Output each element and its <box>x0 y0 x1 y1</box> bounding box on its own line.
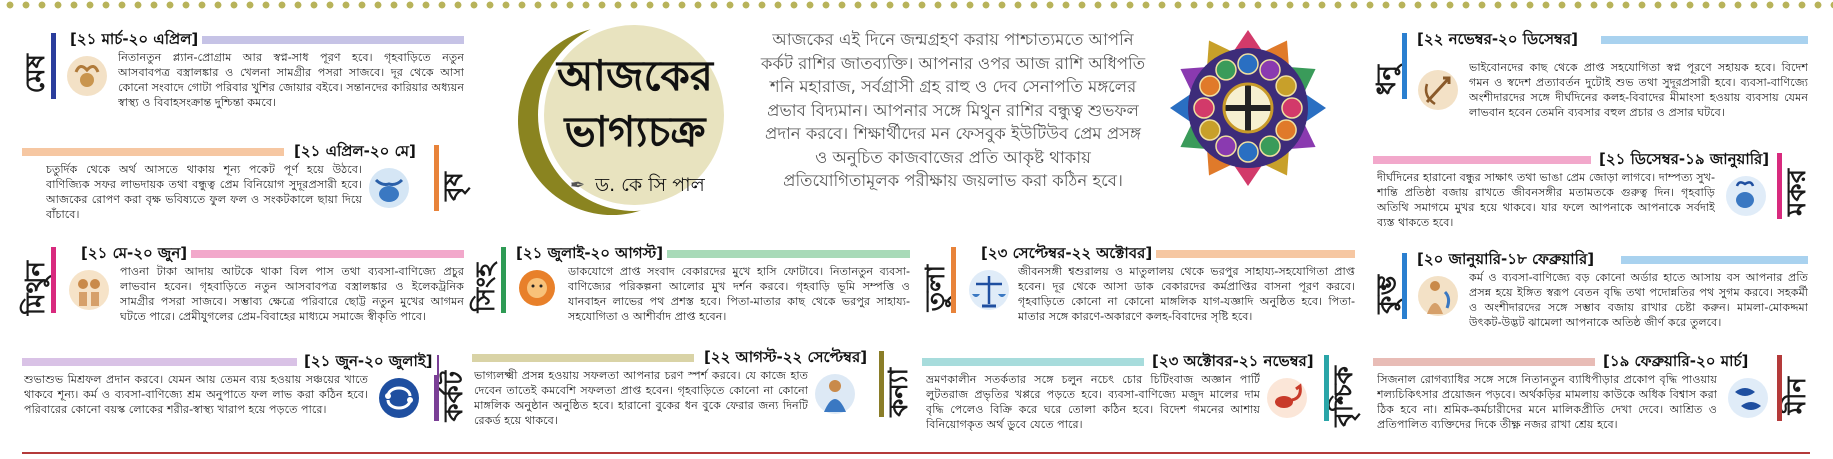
sign-mithun <box>22 240 467 336</box>
fish-icon <box>1723 374 1773 422</box>
sign-kumbha-tab <box>1373 246 1400 342</box>
sign-brishchik-bar <box>922 358 1144 366</box>
sign-meen-bar <box>1373 358 1595 366</box>
sign-kanya-name: কন্যা <box>883 367 914 417</box>
sign-singha-stripe <box>501 247 506 313</box>
sign-dhanu-name: ধনু <box>1371 64 1402 96</box>
sign-singha-date: [২১ জুলাই-২০ আগস্ট] <box>512 242 667 267</box>
sign-tula-date: [২৩ সেপ্টেম্বর-২২ অক্টোবর] <box>977 242 1156 267</box>
sign-brishchik <box>922 348 1357 444</box>
sign-mesh-stripe <box>51 33 56 99</box>
sign-makar-name: মকর <box>1781 168 1812 216</box>
sign-karkat-text: শুভাশুভ মিশ্রফল প্রদান করবে। যেমন আয় তেমন ব্যয় হওয়ায় সঞ্চয়ের খাতে থাকবে শূন্য। কর্ম ও ব্যবসা-বাণিজ্যে শ্রম অনুপাতে ফল লাভ করা কঠিন হবে। পরিবারের কোনো বয়স্ক লোকের শরীর-স্বাস্থ্য খারাপ হয়ে পড়তে পারে। <box>24 373 368 416</box>
twins-icon <box>64 266 114 314</box>
sign-mesh-bar <box>202 36 464 44</box>
sign-tula-name: তুলা <box>920 264 951 312</box>
sign-singha <box>472 240 912 336</box>
sign-tula-text: জীবনসঙ্গী শ্বশুরালয় ও মাতুলালয় থেকে ভরপুর সাহায্য-সহযোগিতা প্রাপ্ত হবেন। দূর থেকে আসা ডাক বেকারদের কর্মপ্রাপ্তির বাসনা পূরণ করবে। গৃহবাড়িতে কোনো না কোনো মাঙ্গলিক যাগ-যজ্ঞাদি অনুষ্ঠিত হবে। পিতা-মাতার সঙ্গে কারণে-অকারণে কলহ-বিবাদের সৃষ্টি হবে। <box>1018 265 1355 323</box>
sign-tula <box>922 240 1357 336</box>
maiden-icon <box>810 370 860 418</box>
sign-brishchik-name: বৃশ্চিক <box>1328 365 1359 427</box>
sign-mesh-tab <box>22 26 49 122</box>
sign-kanya-stripe <box>879 351 884 417</box>
sign-brishchik-date: [২৩ অক্টোবর-২১ নভেম্বর] <box>1148 350 1318 375</box>
sign-mesh-text: নিতানতুন প্ল্যান-প্রোগ্রাম আর স্বপ্ন-সাধ পূরণ হবে। গৃহবাড়িতে নতুন আসবাবপত্র বস্ত্রালঙ্কার ও খেলনা সামগ্রীর পসরা সাজবে। দূর থেকে আসা কোনো সংবাদে গোটা পরিবার খুশির জোয়ার বইবে। সন্তানদের কারিয়ার অধ্যয়ন স্বাস্থ্য ও বিবাহসংক্রান্ত দুশ্চিন্তা কমবে। <box>118 51 464 109</box>
title-block <box>480 25 750 215</box>
sign-makar-bar <box>1373 156 1591 164</box>
sign-kumbha-stripe <box>1402 253 1407 319</box>
sign-makar-date: [২১ ডিসেম্বর-১৯ জানুয়ারি] <box>1595 148 1773 173</box>
scorpion-icon <box>1262 374 1312 422</box>
sign-meen-name: মীন <box>1781 377 1812 415</box>
crab-icon <box>374 374 424 422</box>
sign-mithun-stripe <box>51 247 56 313</box>
sign-kumbha-name: কুম্ভ <box>1371 274 1402 314</box>
sign-brish-name: বৃষ <box>438 171 469 201</box>
sign-brishchik-stripe <box>1324 355 1329 421</box>
sign-tula-bar <box>1150 250 1355 258</box>
sign-singha-bar <box>667 250 910 258</box>
sign-mithun-text: পাওনা টাকা আদায় আটকে থাকা বিল পাস তথা ব্যবসা-বাণিজ্যে প্রচুর লাভবান হবেন। গৃহবাড়িতে নতুন আসবাবপত্র বস্ত্রালঙ্কার ও ইলেকট্রনিক সামগ্রীর পসরা সাজবে। সম্ভাব্য ক্ষেত্রে পরিবারে ছোট্ট নতুন মুখের আগমন ঘটতে পারে। প্রেমীযুগলের প্রেম-বিবাহের মাধ্যমে সমাজে স্বীকৃতি পাবে। <box>120 265 464 323</box>
sign-mithun-date: [২১ মে-২০ জুন] <box>77 242 191 267</box>
water-bearer-icon <box>1413 272 1463 320</box>
sign-kanya-tab <box>885 344 912 440</box>
sign-kanya-text: ভাগ্যলক্ষ্মী প্রসন্ন হওয়ায় সফলতা আপনার চরণ স্পর্শ করবে। যে কাজে হাত দেবেন তাতেই কমবেশি সফলতা প্রাপ্ত হবেন। গৃহবাড়িতে কোনো না কোনো মাঙ্গলিক অনুষ্ঠান অনুষ্ঠিত হবে। হারানো বুকের ধন বুকে ফেরার জন্য দিনটি রেকর্ড হয়ে থাকবে। <box>474 369 808 427</box>
sign-kumbha <box>1373 246 1810 342</box>
sign-brish-text: চতুর্দিক থেকে অর্থ আসতে থাকায় শূন্য পকেট পূর্ণ হয়ে উঠবে। বাণিজ্যিক সফর লাভদায়ক তথা বন্ধুত্ব প্রেম বিনিয়োগ সুদূরপ্রসারী হবে। আজকের রোপণ করা বৃক্ষ ভবিষ্যতে ফুল ফল ও সংকটকালে ছায়া দিয়ে বাঁচাবে। <box>46 163 362 221</box>
sign-dhanu-date: [২২ নভেম্বর-২০ ডিসেম্বর] <box>1413 28 1582 53</box>
sign-dhanu-tab <box>1373 26 1400 134</box>
sign-singha-text: ডাকযোগে প্রাপ্ত সংবাদ বেকারদের মুখে হাসি ফোটাবে। নিতানতুন ব্যবসা-বাণিজ্যের পরিকল্পনা আলোর মুখ দর্শন করবে। গৃহবাড়ি ভূমি সম্পত্তি ও যানবাহন লাভের পথ প্রশস্ত হবে। পিতা-মাতার কাছ থেকে ভরপুর সাহায্য-সহযোগিতা ও আশীর্বাদ প্রাপ্ত হবেন। <box>568 265 910 323</box>
dotted-border <box>0 0 1833 10</box>
sign-meen-tab <box>1783 348 1810 444</box>
intro-paragraph: আজকের এই দিনে জন্মগ্রহণ করায় পাশ্চাত্যমতে আপনি কর্কট রাশির জাতব্যক্তি। আপনার ওপর আজ রাশি অধিপতি শনি মহারাজ, সর্বগ্রাসী গ্রহ রাহু ও দেব সেনাপতি মঙ্গলের প্রভাব বিদ্যমান। আপনার সঙ্গে মিথুন রাশির বন্ধুত্ব শুভফল প্রদান করবে। শিক্ষার্থীদের মন ফেসবুক ইউটিউব প্রেম প্রসঙ্গ ও অনুচিত কাজবাজের প্রতি আকৃষ্ট থাকায় প্রতিযোগিতামূলক পরীক্ষায় জয়লাভ করা কঠিন হবে। <box>760 30 1146 190</box>
bottom-rule <box>22 452 1810 454</box>
author-byline <box>570 171 705 203</box>
sign-karkat-date: [২১ জুন-২০ জুলাই] <box>300 350 437 375</box>
sign-brishchik-text: ভ্রমণকালীন সতর্কতার সঙ্গে চলুন নচেৎ চোর চিটিংবাজ অজ্ঞান পার্টি লুটতরাজ প্রভৃতির খপ্পরে পড়তে হবে। ব্যবসা-বাণিজ্যে মজুদ মালের দাম বৃদ্ধি পেলেও বিক্রি করে ঘরে তোলা কঠিন হবে। বিদেশ গমনের আশায় বিনিয়োগকৃত অর্থ ডুবে যেতে পারে। <box>926 373 1260 431</box>
sign-mithun-tab <box>22 240 49 336</box>
page-title-line1: আজকের <box>557 51 713 100</box>
sign-dhanu-text: ভাইবোনদের কাছ থেকে প্রাপ্ত সহযোগিতা স্বপ্ন পূরণে সহায়ক হবে। বিদেশ গমন ও স্বদেশ প্রত্যাবর্তন দুটোই শুভ তথা সুদূরপ্রসারী হবে। ব্যবসা-বাণিজ্যে অংশীদারদের সঙ্গে দীর্ঘদিনের কলহ-বিবাদের মীমাংসা হওয়ায় ব্যবসায় যেমন লাভবান হবেন তেমনি ব্যবসার বহুল প্রচার ও প্রসার ঘটবে। <box>1469 61 1808 119</box>
archer-icon <box>1413 66 1463 114</box>
sign-brishchik-tab <box>1330 348 1357 444</box>
sign-karkat <box>22 348 467 444</box>
sign-makar-tab <box>1783 146 1810 238</box>
sign-karkat-tab <box>440 348 467 444</box>
sign-kumbha-text: কর্ম ও ব্যবসা-বাণিজ্যে বড় কোনো অর্ডার হাতে আসায় বস আপনার প্রতি প্রসন্ন হয়ে ইঙ্গিত স্বরূপ বেতন বৃদ্ধি তথা পদোন্নতির পথ সুগম করবে। সহকর্মী ও অংশীদারদের সঙ্গে সম্ভাব বজায় রাখার চেষ্টা করুন। মামলা-মোকদ্দমা উৎকট-উদ্ভট ঝামেলা আপনাকে অতিষ্ঠ জীর্ণ করে তুলবে। <box>1469 271 1808 329</box>
sign-dhanu-bar <box>1601 36 1808 44</box>
sign-tula-tab <box>922 240 949 336</box>
sign-dhanu <box>1373 26 1810 134</box>
sign-singha-tab <box>472 240 499 336</box>
sign-mithun-bar <box>182 250 464 258</box>
sign-makar <box>1373 146 1810 238</box>
sign-kumbha-bar <box>1621 256 1808 264</box>
sign-mithun-name: মিথুন <box>20 260 51 316</box>
sign-meen-text: সিজনাল রোগব্যাধির সঙ্গে সঙ্গে নিতানতুন ব্যাধিপীড়ার প্রকোপ বৃদ্ধি পাওয়ায় শল্যচিকিৎসার প্রয়োজন পড়বে। অর্থকড়ির মামলায় কাউকে অধিক বিশ্বাস করা ঠিক হবে না। শ্রমিক-কর্মচারীদের মনে মালিকপ্রীতি দেখা দেবে। আশ্রিত ও প্রতিপালিত ব্যক্তিদের দিকে তীক্ষ্ণ নজর রাখা শ্রেয় হবে। <box>1377 373 1717 431</box>
sign-brish-stripe <box>434 145 439 211</box>
goat-icon <box>1721 172 1771 220</box>
pen-icon: ✒ <box>570 175 586 196</box>
sign-makar-stripe <box>1777 153 1782 219</box>
sign-kanya <box>472 344 912 440</box>
page-title-line2: ভাগ্যচক্র <box>564 107 706 156</box>
sign-mesh-date: [২১ মার্চ-২০ এপ্রিল] <box>66 28 202 53</box>
sign-kanya-date: [২২ আগস্ট-২২ সেপ্টেম্বর] <box>700 346 871 371</box>
sign-meen-stripe <box>1777 355 1782 421</box>
sign-meen-date: [১৯ ফেব্রুয়ারি-২০ মার্চ] <box>1599 350 1752 375</box>
sign-kumbha-date: [২০ জানুয়ারি-১৮ ফেব্রুয়ারি] <box>1413 248 1598 273</box>
sign-mesh-name: মেষ <box>20 54 51 94</box>
sign-karkat-bar <box>22 358 297 366</box>
sign-mesh <box>22 26 467 122</box>
sign-brish-date: [২১ এপ্রিল-২০ মে] <box>290 140 420 165</box>
sign-karkat-name: কর্কট <box>438 370 469 422</box>
sign-meen <box>1373 348 1810 444</box>
sign-brish-bar <box>22 148 284 156</box>
sign-tula-stripe <box>951 247 956 313</box>
sign-singha-name: সিংহ <box>470 263 501 313</box>
author-name: ড. কে সি পাল <box>595 174 705 196</box>
sign-brish-tab <box>440 138 467 234</box>
sign-makar-text: দীর্ঘদিনের হারানো বন্ধুর সাক্ষাৎ তথা ভাঙা প্রেম জোড়া লাগবে। দাম্পত্য সুখ-শান্তি প্রতিষ্ঠা বজায় রাখতে জীবনসঙ্গীর মতামতকে গুরুত্ব দিন। গৃহবাড়ি অতিথি সমাগমে মুখর হয়ে থাকবে। যার ফলে আপনাকে আপনাকে সর্বদাই ব্যস্ত থাকতে হবে। <box>1377 171 1715 229</box>
scales-icon <box>964 266 1014 314</box>
ram-icon <box>62 52 112 100</box>
sign-dhanu-stripe <box>1402 33 1407 99</box>
sign-brish <box>22 138 467 234</box>
bull-icon <box>364 164 414 212</box>
sign-kanya-bar <box>472 354 694 362</box>
lion-icon <box>512 266 562 314</box>
zodiac-wheel-icon <box>1168 28 1328 188</box>
